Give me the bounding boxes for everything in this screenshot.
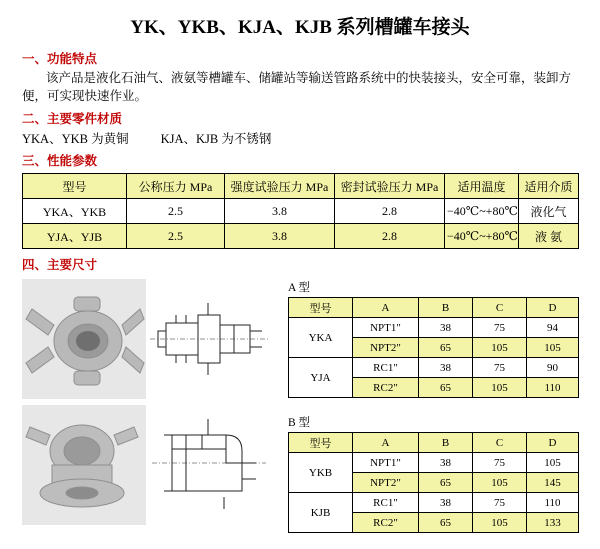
- spec-header-2: 强度试验压力 MPa: [225, 174, 335, 199]
- b-r2-c3: 75: [473, 493, 527, 513]
- b-r1-c2: 65: [419, 473, 473, 493]
- table-header-row: [289, 298, 579, 318]
- a-header-0: 型号: [289, 298, 353, 318]
- spec-r1-c0: YJA、YJB: [23, 224, 127, 249]
- b-header-4: D: [527, 433, 579, 453]
- spec-r1-c4: −40℃~+80℃: [445, 224, 519, 249]
- table-row: [23, 199, 579, 224]
- type-b-label: B 型: [288, 417, 311, 430]
- table-row: [23, 224, 579, 249]
- spec-r0-c3: 2.8: [335, 199, 445, 224]
- a-r0-c2: 38: [419, 318, 473, 338]
- a-r2-c4: 90: [527, 358, 579, 378]
- b-r2-c4: 110: [527, 493, 579, 513]
- a-r2-c2: 38: [419, 358, 473, 378]
- b-header-1: A: [353, 433, 419, 453]
- spec-header-5: 适用介质: [519, 174, 579, 199]
- a-r2-c1: RC1": [353, 358, 419, 378]
- table-header-row: [23, 174, 579, 199]
- b-r3-c3: 105: [473, 513, 527, 533]
- table-row: [289, 453, 579, 473]
- a-header-3: C: [473, 298, 527, 318]
- b-model-1: KJB: [289, 493, 353, 533]
- image-row-a: [22, 279, 276, 399]
- a-r1-c3: 105: [473, 338, 527, 358]
- a-r3-c3: 105: [473, 378, 527, 398]
- a-r3-c2: 65: [419, 378, 473, 398]
- b-header-3: C: [473, 433, 527, 453]
- a-header-2: B: [419, 298, 473, 318]
- section-heading-features: 一、功能特点: [22, 52, 98, 66]
- b-r1-c3: 105: [473, 473, 527, 493]
- a-header-1: A: [353, 298, 419, 318]
- b-header-2: B: [419, 433, 473, 453]
- b-r3-c1: RC2": [353, 513, 419, 533]
- spec-r0-c4: −40℃~+80℃: [445, 199, 519, 224]
- coupling-drawing-b: [146, 405, 272, 525]
- coupling-photo-b: [22, 405, 146, 525]
- material-b-text: KJA、KJB 为不锈钢: [160, 132, 272, 147]
- spec-r1-c3: 2.8: [335, 224, 445, 249]
- a-model-0: YKA: [289, 318, 353, 358]
- dimension-table-b: [288, 432, 579, 533]
- type-a-label: A 型: [288, 282, 311, 295]
- b-header-0: 型号: [289, 433, 353, 453]
- table-row: [289, 493, 579, 513]
- a-r0-c3: 75: [473, 318, 527, 338]
- spec-header-3: 密封试验压力 MPa: [335, 174, 445, 199]
- section-heading-dimensions: 四、主要尺寸: [22, 258, 98, 273]
- b-r0-c4: 105: [527, 453, 579, 473]
- section-heading-performance: 三、性能参数: [22, 154, 98, 169]
- spec-r1-c2: 3.8: [225, 224, 335, 249]
- a-r3-c1: RC2": [353, 378, 419, 398]
- spec-r1-c5: 液 氨: [519, 224, 579, 249]
- a-header-4: D: [527, 298, 579, 318]
- a-r0-c4: 94: [527, 318, 579, 338]
- a-r1-c2: 65: [419, 338, 473, 358]
- table-row: [289, 358, 579, 378]
- spec-r0-c0: YKA、YKB: [23, 199, 127, 224]
- b-r3-c4: 133: [527, 513, 579, 533]
- a-r3-c4: 110: [527, 378, 579, 398]
- b-model-0: YKB: [289, 453, 353, 493]
- spec-header-0: 型号: [23, 174, 127, 199]
- dimension-table-a: [288, 297, 579, 398]
- a-r2-c3: 75: [473, 358, 527, 378]
- spec-header-1: 公称压力 MPa: [127, 174, 225, 199]
- spec-r0-c2: 3.8: [225, 199, 335, 224]
- spec-r1-c1: 2.5: [127, 224, 225, 249]
- section-heading-material: 二、主要零件材质: [22, 112, 123, 127]
- table-row: [289, 318, 579, 338]
- coupling-photo-a: [22, 279, 146, 399]
- b-r1-c4: 145: [527, 473, 579, 493]
- a-model-1: YJA: [289, 358, 353, 398]
- a-r1-c1: NPT2": [353, 338, 419, 358]
- b-r0-c1: NPT1": [353, 453, 419, 473]
- coupling-drawing-a: [146, 279, 272, 399]
- specification-table: [22, 173, 579, 249]
- a-r1-c4: 105: [527, 338, 579, 358]
- page-title: YK、YKB、KJA、KJB 系列槽罐车接头: [130, 17, 470, 38]
- b-r1-c1: NPT2": [353, 473, 419, 493]
- b-r3-c2: 65: [419, 513, 473, 533]
- spec-header-4: 适用温度: [445, 174, 519, 199]
- b-r0-c3: 75: [473, 453, 527, 473]
- b-r2-c2: 38: [419, 493, 473, 513]
- material-a-text: YKA、YKB 为黄铜: [22, 132, 129, 147]
- b-r0-c2: 38: [419, 453, 473, 473]
- spec-r0-c5: 液化气: [519, 199, 579, 224]
- material-line: [22, 129, 600, 147]
- b-r2-c1: RC1": [353, 493, 419, 513]
- image-column: [22, 279, 276, 531]
- dimension-table-column: [288, 279, 580, 549]
- table-header-row: [289, 433, 579, 453]
- image-row-b: [22, 405, 276, 525]
- spec-r0-c1: 2.5: [127, 199, 225, 224]
- features-text: 该产品是液化石油气、液氨等槽罐车、储罐站等输送管路系统中的快装接头，安全可靠，装卸方便，可实现快速作业。: [22, 71, 572, 104]
- a-r0-c1: NPT1": [353, 318, 419, 338]
